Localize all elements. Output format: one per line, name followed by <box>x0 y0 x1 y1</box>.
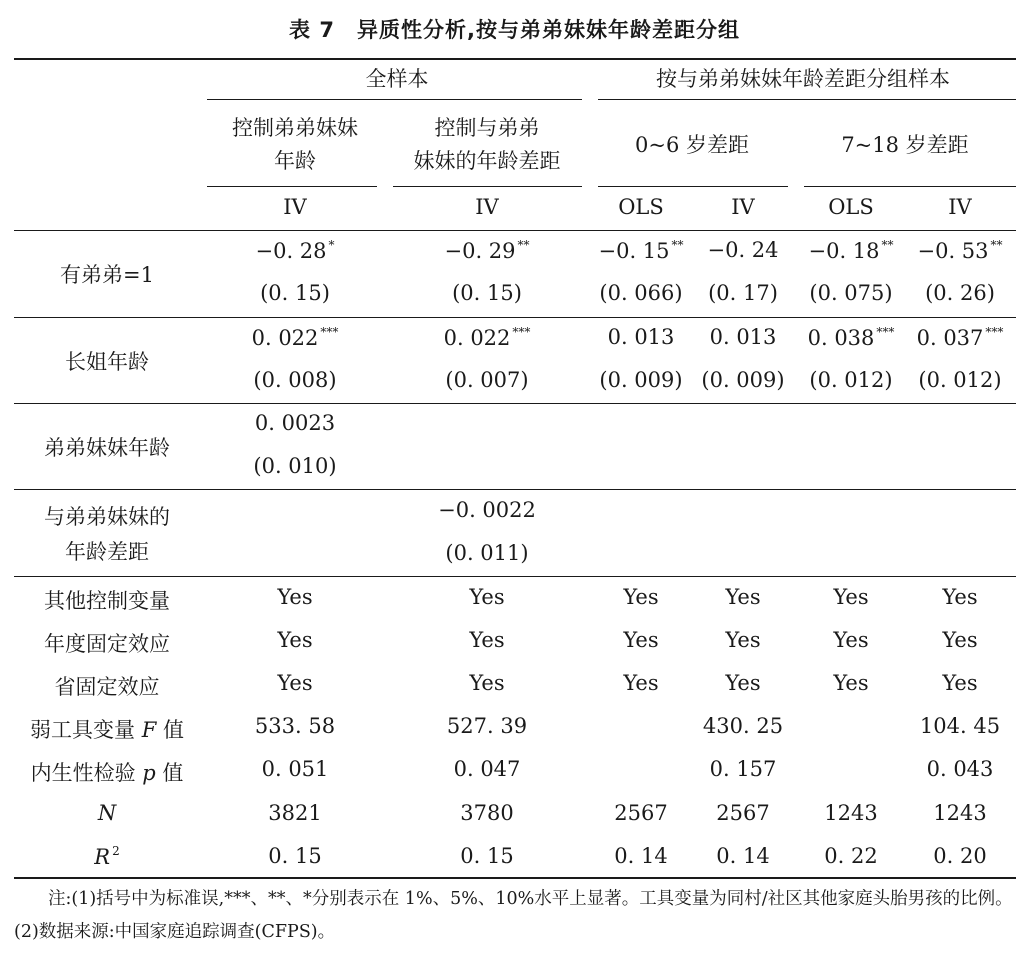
header-sub-split-2: 7~18 岁差距 <box>841 133 969 157</box>
se-cell: (0. 012) <box>918 368 1002 392</box>
se-cell: (0. 007) <box>445 368 529 392</box>
stat-cell: 1243 <box>824 801 878 825</box>
row-rule-2 <box>14 403 1016 404</box>
sig-stars: *** <box>985 325 1004 339</box>
se-cell: (0. 009) <box>701 368 785 392</box>
row-label-age-gap-line1: 与弟弟妹妹的 <box>44 505 170 529</box>
stat-cell: 0. 051 <box>261 757 329 781</box>
coef-cell <box>444 325 531 350</box>
header-sub-full-2-line1: 控制与弟弟 <box>434 116 540 140</box>
stat-cell: 0. 15 <box>268 844 322 868</box>
stat-cell: 1243 <box>933 801 987 825</box>
method-col-3: OLS <box>618 195 664 219</box>
coef-cell: −0. 0022 <box>438 498 536 522</box>
label-superscript: 2 <box>112 844 120 858</box>
coef-cell: 0. 0023 <box>254 411 336 435</box>
header-group-full: 全样本 <box>365 67 429 91</box>
method-col-5: OLS <box>828 195 874 219</box>
yes-cell: Yes <box>942 671 978 695</box>
sig-stars: ** <box>671 238 684 252</box>
stat-cell: 3821 <box>268 801 322 825</box>
stat-cell: 0. 157 <box>709 757 777 781</box>
sub-rule-3 <box>598 186 788 187</box>
row-label-other-controls: 其他控制变量 <box>44 589 170 613</box>
coef-cell <box>808 238 893 263</box>
coef-cell <box>917 238 1002 263</box>
row-label-n <box>98 801 116 825</box>
row-rule-4 <box>14 576 1016 577</box>
label-variable: N <box>97 801 117 825</box>
table-number: 表 7 <box>289 18 335 42</box>
bottom-rule <box>14 877 1016 879</box>
top-rule <box>14 58 1016 60</box>
header-group-split: 按与弟弟妹妹年龄差距分组样本 <box>656 67 950 91</box>
group-rule-full <box>207 99 582 100</box>
method-col-1: IV <box>283 195 307 219</box>
coef-cell <box>608 325 675 349</box>
method-col-4: IV <box>731 195 755 219</box>
yes-cell: Yes <box>277 628 313 652</box>
header-sub-split-1: 0~6 岁差距 <box>635 133 749 157</box>
stat-cell: 3780 <box>460 801 514 825</box>
row-label-age-gap-line2: 年龄差距 <box>65 540 149 564</box>
sig-stars: ** <box>517 238 530 252</box>
coef-cell <box>598 238 683 263</box>
coef-cell <box>917 325 1004 350</box>
yes-cell: Yes <box>942 628 978 652</box>
label-text: 值 <box>162 761 184 785</box>
sig-stars: *** <box>320 325 339 339</box>
se-cell: (0. 15) <box>260 281 330 305</box>
stat-cell: 0. 20 <box>933 844 987 868</box>
yes-cell: Yes <box>833 585 869 609</box>
label-variable: R <box>94 845 111 869</box>
coef-value: −0. 29 <box>444 239 516 263</box>
coef-value: −0. 18 <box>808 239 880 263</box>
header-sub-full-1-line1: 控制弟弟妹妹 <box>232 116 358 140</box>
coef-cell <box>710 325 777 349</box>
se-cell: (0. 075) <box>809 281 893 305</box>
yes-cell: Yes <box>277 585 313 609</box>
stat-cell: 104. 45 <box>919 714 1001 738</box>
yes-cell: Yes <box>725 585 761 609</box>
se-cell: (0. 15) <box>452 281 522 305</box>
row-label-has-brother: 有弟弟=1 <box>60 263 154 287</box>
yes-cell: Yes <box>469 628 505 652</box>
stat-cell: 0. 14 <box>614 844 668 868</box>
row-label-elder-sister-age: 长姐年龄 <box>65 350 149 374</box>
yes-cell: Yes <box>725 671 761 695</box>
row-label-province-fe: 省固定效应 <box>54 675 160 699</box>
table-note: 注:(1)括号中为标准误,***、**、*分别表示在 1%、5%、10%水平上显著。工具变量为同村/社区其他家庭头胎男孩的比例。(2)数据来源:中国家庭追踪调查(CFPS)。 <box>14 889 1013 942</box>
yes-cell: Yes <box>942 585 978 609</box>
se-cell: (0. 010) <box>253 454 337 478</box>
header-sub-full-2-line2: 妹妹的年龄差距 <box>413 149 561 173</box>
row-label-sibling-age: 弟弟妹妹年龄 <box>44 436 170 460</box>
stat-cell: 533. 58 <box>254 714 336 738</box>
group-rule-split <box>598 99 1016 100</box>
yes-cell: Yes <box>469 585 505 609</box>
yes-cell: Yes <box>833 671 869 695</box>
label-variable: p <box>142 761 156 785</box>
sub-rule-4 <box>804 186 1016 187</box>
coef-value: 0. 038 <box>807 326 875 350</box>
row-label-r2 <box>94 844 119 869</box>
coef-value: −0. 28 <box>255 239 327 263</box>
yes-cell: Yes <box>469 671 505 695</box>
sig-stars: ** <box>990 238 1003 252</box>
stat-cell: 430. 25 <box>702 714 784 738</box>
se-cell: (0. 066) <box>599 281 683 305</box>
stat-cell: 2567 <box>716 801 770 825</box>
stat-cell: 2567 <box>614 801 668 825</box>
method-col-2: IV <box>475 195 499 219</box>
se-cell: (0. 26) <box>925 281 995 305</box>
label-variable: F <box>141 718 157 742</box>
sig-stars: * <box>328 238 335 252</box>
stat-cell: 0. 047 <box>453 757 521 781</box>
sig-stars: *** <box>876 325 895 339</box>
yes-cell: Yes <box>623 585 659 609</box>
coef-cell <box>255 238 334 263</box>
coef-value: −0. 24 <box>707 238 779 262</box>
sub-rule-2 <box>393 186 582 187</box>
sig-stars: ** <box>881 238 894 252</box>
label-text: 值 <box>162 718 184 742</box>
table-title-text: 异质性分析,按与弟弟妹妹年龄差距分组 <box>356 18 740 42</box>
stat-cell: 0. 15 <box>460 844 514 868</box>
coef-value: −0. 53 <box>917 239 989 263</box>
se-cell: (0. 011) <box>445 541 529 565</box>
coef-value: 0. 013 <box>607 325 675 349</box>
table-title <box>0 14 1029 44</box>
coef-cell <box>252 325 339 350</box>
se-cell: (0. 17) <box>708 281 778 305</box>
se-cell: (0. 008) <box>253 368 337 392</box>
coef-value: 0. 037 <box>916 326 984 350</box>
yes-cell: Yes <box>725 628 761 652</box>
se-cell: (0. 012) <box>809 368 893 392</box>
label-text: 内生性检验 <box>30 761 136 785</box>
coef-cell <box>808 325 895 350</box>
label-text: 弱工具变量 <box>30 718 136 742</box>
row-label-weak-iv <box>30 714 184 744</box>
header-rule <box>14 230 1016 231</box>
yes-cell: Yes <box>623 628 659 652</box>
header-sub-full-1-line2: 年龄 <box>274 149 316 173</box>
coef-value: −0. 15 <box>598 239 670 263</box>
row-rule-3 <box>14 489 1016 490</box>
coef-value: 0. 022 <box>443 326 511 350</box>
stat-cell: 0. 14 <box>716 844 770 868</box>
yes-cell: Yes <box>277 671 313 695</box>
stat-cell: 0. 22 <box>824 844 878 868</box>
coef-cell <box>444 238 529 263</box>
coef-cell <box>707 238 778 262</box>
stat-cell: 527. 39 <box>446 714 528 738</box>
yes-cell: Yes <box>833 628 869 652</box>
se-cell: (0. 009) <box>599 368 683 392</box>
coef-value: 0. 022 <box>251 326 319 350</box>
row-rule-1 <box>14 317 1016 318</box>
yes-cell: Yes <box>623 671 659 695</box>
row-label-endogeneity <box>31 757 184 787</box>
sub-rule-1 <box>207 186 377 187</box>
row-label-year-fe: 年度固定效应 <box>44 632 170 656</box>
stat-cell: 0. 043 <box>926 757 994 781</box>
method-col-6: IV <box>948 195 972 219</box>
coef-value: 0. 013 <box>709 325 777 349</box>
sig-stars: *** <box>512 325 531 339</box>
